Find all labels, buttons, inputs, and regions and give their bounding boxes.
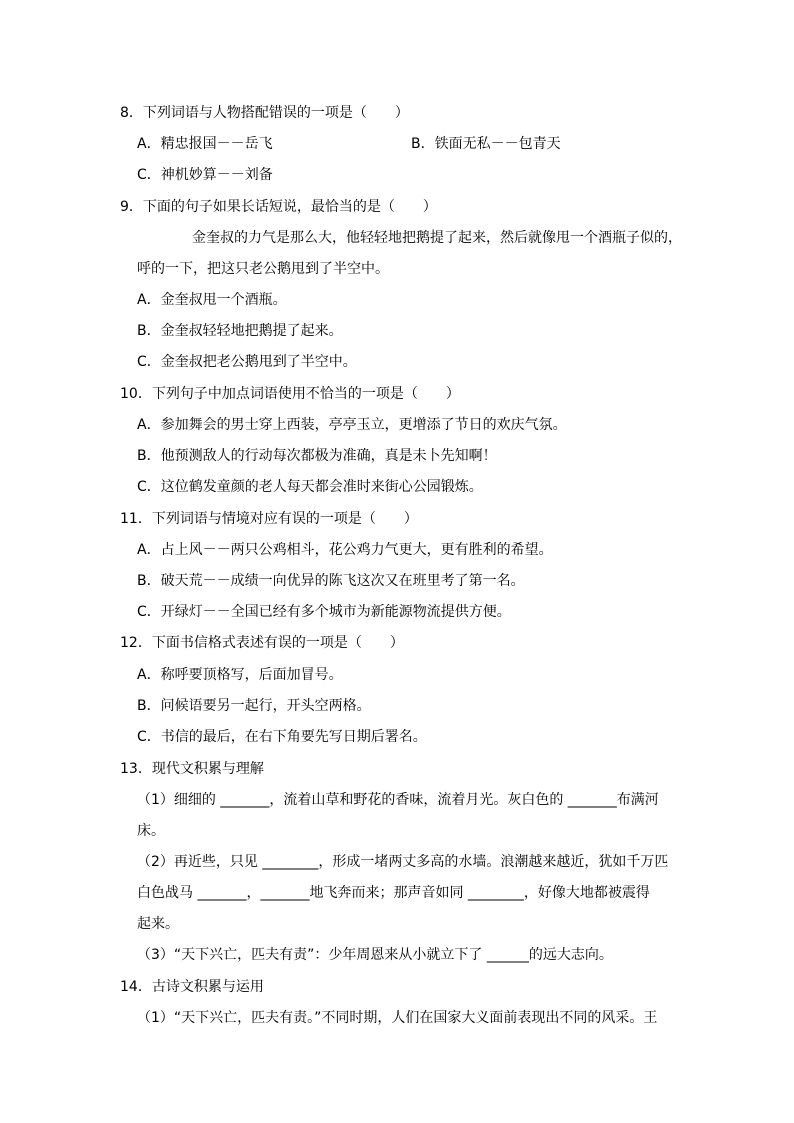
question-13-stem: 13．现代文积累与理解 [120,761,264,777]
question-11-option-b: B．破天荒－－成绩一向优异的陈飞这次又在班里考了第一名。 [137,573,525,589]
question-13-part-1-line-1: （1）细细的 _______，流着山草和野花的香味，流着月光。灰白色的 _______布满河 [137,792,659,808]
question-11-stem: 11．下列词语与情境对应有误的一项是（ ） [120,511,418,527]
question-8-option-b: B．铁面无私－－包青天 [411,136,561,152]
question-11-option-c: C．开绿灯－－全国已经有多个城市为新能源物流提供方便。 [137,604,511,620]
question-12-stem: 12．下面书信格式表述有误的一项是（ ） [120,635,404,651]
question-9-option-a: A．金奎叔甩一个酒瓶。 [137,292,287,308]
question-9-stem: 9．下面的句子如果长话短说，最恰当的是（ ） [120,199,437,215]
question-13-part-2-line-3: 起来。 [137,916,179,932]
question-11-option-a: A．占上风－－两只公鸡相斗，花公鸡力气更大，更有胜利的希望。 [137,542,553,558]
question-9-option-c: C．金奎叔把老公鹅甩到了半空中。 [137,354,357,370]
question-14-part-1-line-1: （1）“天下兴亡，匹夫有责。”不同时期，人们在国家大义面前表现出不同的风采。王 [137,1010,658,1026]
question-8-option-a: A．精忠报国－－岳飞 [137,136,273,152]
question-9-passage-line-2: 呼的一下，把这只老公鹅甩到了半空中。 [137,261,389,277]
question-10-option-a: A．参加舞会的男士穿上西装，亭亭玉立，更增添了节日的欢庆气氛。 [137,417,567,433]
question-9-option-b: B．金奎叔轻轻地把鹅提了起来。 [137,323,343,339]
question-10-option-b: B．他预测敌人的行动每次都极为准确，真是未卜先知啊！ [137,448,497,464]
question-8-option-c: C．神机妙算－－刘备 [137,167,273,183]
question-8-stem: 8．下列词语与人物搭配错误的一项是（ ） [120,105,409,121]
question-13-part-1-line-2: 床。 [137,823,165,839]
question-13-part-2-line-1: （2）再近些，只见 ________，形成一堵两丈多高的水墙。浪潮越来越近，犹如千万匹 [137,854,669,870]
question-12-option-c: C．书信的最后，在右下角要先写日期后署名。 [137,729,427,745]
question-9-passage-line-1: 金奎叔的力气是那么大，他轻轻地把鹅提了起来，然后就像甩一个酒瓶子似的， [192,230,682,246]
question-12-option-a: A．称呼要顶格写，后面加冒号。 [137,667,343,683]
question-13-part-3-line-1: （3）“天下兴亡，匹夫有责”：少年周恩来从小就立下了 ______的远大志向。 [137,947,613,963]
question-14-stem: 14．古诗文积累与运用 [120,979,264,995]
question-10-stem: 10．下列句子中加点词语使用不恰当的一项是（ ） [120,386,460,402]
question-13-part-2-line-2: 白色战马 _______，_______地飞奔而来；那声音如同 ________，好像大地都被震得 [137,885,650,901]
question-10-option-c: C．这位鹤发童颜的老人每天都会准时来街心公园锻炼。 [137,479,483,495]
question-12-option-b: B．问候语要另一起行，开头空两格。 [137,698,371,714]
